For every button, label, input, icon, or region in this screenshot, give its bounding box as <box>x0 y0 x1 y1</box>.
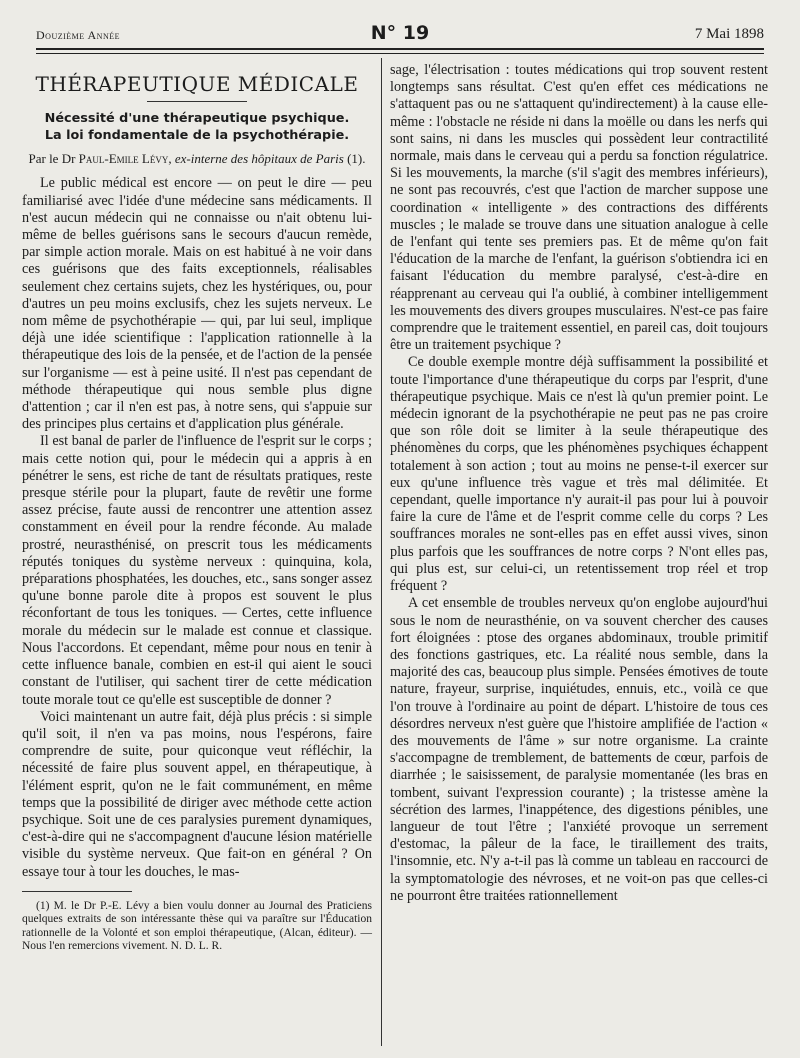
byline-note: (1). <box>347 151 366 167</box>
column-divider <box>381 58 382 1046</box>
byline <box>22 150 372 167</box>
volume-label: Douzième Année <box>36 28 120 42</box>
right-column <box>390 62 768 905</box>
header-rule <box>36 48 764 50</box>
article-subtitle <box>22 110 372 144</box>
byline-role: ex-interne des hôpitaux de Paris <box>174 151 344 167</box>
section-title: THÉRAPEUTIQUE MÉDICALE <box>35 72 359 96</box>
header-rule-thin <box>36 53 764 54</box>
issue-date: 7 Mai 1898 <box>694 26 764 42</box>
paragraph: Ce double exemple montre déjà suffisamment la possibilité et toute l'importance d'une thérapeutique du corps par l'esprit, d'une thérapeutique psychique. Mais ce n'est là qu'un premier point. Le médecin ignorant de la psychothérapie ne peut pas ne pas croire que son rôle doit se limiter à la seule thérapeutique des phénomènes du corps, que les phénomènes psychiques échappent totalement à son action ; tout au moins ne pense-t-il exercer sur eux qu'une influence très vague et très mal délimitée. Et cependant, quelle importance n'y aurait-il pas pour lui à pouvoir faire la cure de l'âme et de l'esprit comme celle du corps ? Les souffrances morales ne sont-elles pas en effet aussi vives, sinon plus parfois que les souffrances de notre corps ? N'ont elles pas, qui plus est, sur celui-ci, un retentissement trop réel et trop fréquent ? <box>390 354 768 595</box>
byline-author: Paul-Emile Lévy, <box>78 151 172 167</box>
subtitle-line-1: Nécessité d'une thérapeutique psychique. <box>44 111 350 127</box>
paragraph: Il est banal de parler de l'influence de l'esprit sur le corps ; mais cette notion qui, pour le médecin qui a appris à en pénétrer le sens, est riche de tant de résultats pratiques, reste presque stérile pour la plupart, faute de revêtir une forme assez précise, faute aussi de rencontrer une attention assez constamment en éveil pour la rendre féconde. Au malade prostré, neurasthénisé, on prescrit tous les médicaments réputés toniques du système nerveux : quinquina, kola, préparations phosphatées, les douches, etc., sans songer assez qu'une bonne parole dite à propos est souvent le plus réconfortant de tous les toniques. — Certes, cette influence morale du médecin sur le malade est connue et classique. Nous l'accordons. Et cependant, même pour nous en tenir à cette influence banale, combien en est-il qui aient le souci constant de l'utiliser, qui sachent tirer de cette médication toute morale tout ce qu'elle est susceptible de donner ? <box>22 433 372 708</box>
page-header <box>36 18 764 48</box>
paragraph: A cet ensemble de troubles nerveux qu'on englobe aujourd'hui sous le nom de neurasthénie, on va souvent chercher des causes fort éloignées : ptose des organes abdominaux, trouble primitif des fonctions gastriques, etc. La réalité nous semble, dans la majorité des cas, beaucoup plus simple. Pensées émotives de toute nature, frayeur, surprise, inquiétudes, ennuis, etc., voilà ce que l'on trouve à l'ordinaire au point de départ. L'histoire de tous ces désordres nerveux n'est guère que l'histoire amplifiée de l'action « des mouvements de l'âme » sur notre organisme. La crainte s'accompagne de tremblement, de battements de cœur, parfois de diarrhée ; le saisissement, de paralysie momentanée (les bras en tombent, suivant l'expression courante) ; la tristesse amène la sécrétion des larmes, l'inappétence, des digestions pénibles, une langueur de tout l'être ; l'anxiété provoque un serrement d'estomac, la pâleur de la face, le tiraillement des traits, l'insomnie, etc. N'y a-t-il pas là comme un tableau en raccourci de la symptomatologie des névroses, et ne voit-on pas que celles-ci ne pourront être traitées rationnellement <box>390 595 768 904</box>
issue-number: N° 19 <box>370 22 430 44</box>
footnote: (1) M. le Dr P.-E. Lévy a bien voulu donner au Journal des Praticiens quelques extraits de son intéressante thèse qui va paraître sur l'Éducation rationnelle de la Volonté et son emploi thérapeutique, (Alcan, éditeur). — Nous l'en remercions vivement. N. D. L. R. <box>22 899 372 953</box>
subtitle-line-2: La loi fondamentale de la psychothérapie. <box>44 128 350 144</box>
paragraph: sage, l'électrisation : toutes médications qui trop souvent restent longtemps sans résultat. C'est qu'en effet ces médications ne s'attaquent pas ou ne s'attaquent qu'indirectement) à la cause elle-même : l'obstacle ne réside ni dans la moëlle ou dans les nerfs qui sont sains, ni dans les muscles qui possèdent leur contractilité normale, mais dans le cerveau qui a perdu sa fonction régulatrice. Si les mouvements, la marche (s'il s'agit des membres inférieurs), ne sont pas recouvrés, c'est que l'action de marcher suppose une coordination « intelligente » des contractions des différents muscles ; le malade se trouve dans une situation analogue à celle de l'enfant qui tente ses premiers pas. Et de même qu'on fait l'éducation de la marche de l'enfant, la guérison s'obtiendra ici en faisant l'éducation du membre paralysé, c'est-à-dire en réapprenant au cerveau qui l'a oublié, à combiner intelligemment les mouvements des divers groupes musculaires. N'est-ce pas faire comprendre que le traitement essentiel, en pareil cas, doit toujours être un traitement psychique ? <box>390 62 768 354</box>
byline-prefix: Par le Dr <box>28 151 76 167</box>
paragraph: Le public médical est encore — on peut le dire — peu familiarisé avec l'idée d'une médecine sans médicaments. Il n'est aucun médecin qui ne connaisse ou n'ait obtenu lui-même de belles guérisons sans le secours d'aucun remède, par simple action morale. Mais on est habitué à ne voir dans ces guérisons que des faits exceptionnels, réalisables seulement chez certains sujets, chez les hystériques, ou, pour d'autres un peu moins exclusifs, chez les sujets nerveux. Le nom même de psychothérapie — qui, par lui seul, implique déjà une idée scientifique : l'application rationnelle à la thérapeutique des lois de la pensée, et de l'action de la pensée sur l'organisme — est à peine usité. Il n'est pas cependant de méthode thérapeutique qui nous semble plus digne d'attention ; car il n'en est pas, à notre sens, qui s'appuie sur des principes plus certains et d'application plus générale. <box>22 175 372 433</box>
footnote-rule <box>22 891 132 892</box>
title-rule <box>147 101 247 102</box>
paragraph: Voici maintenant un autre fait, déjà plus précis : si simple qu'il soit, il n'en va pas moins, nous l'espérons, faire comprendre de suite, pour quiconque veut réfléchir, la nécessité de faire plus souvent appel, en thérapeutique, à l'élément esprit, qu'on ne le fait communément, en même temps que la possibilité de diriger avec méthode cette action psychique. Soit une de ces paralysies purement dynamiques, c'est-à-dire qui ne s'accompagnent d'aucune lésion matérielle visible du système nerveux. Que fait-on en général ? On essaye tour à tour les douches, le mas- <box>22 708 372 880</box>
left-column <box>22 62 372 954</box>
